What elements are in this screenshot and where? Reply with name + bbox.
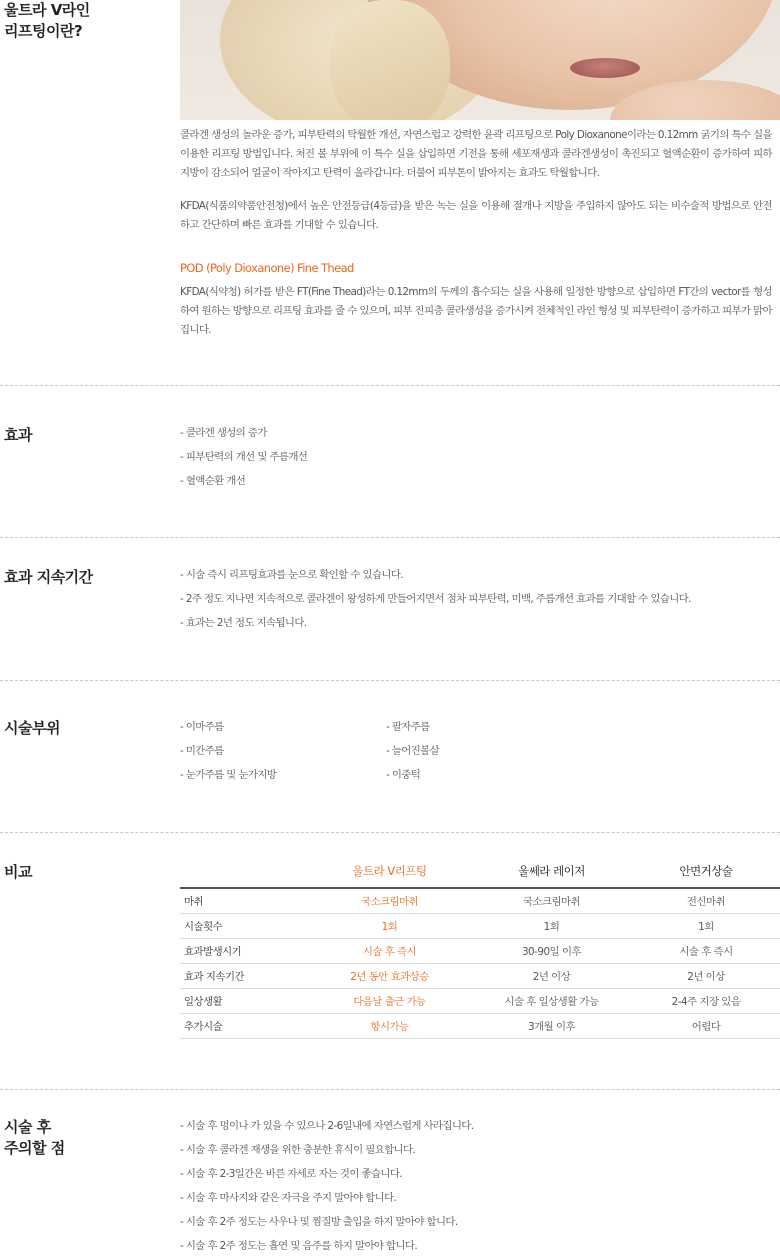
list-item: - 시술 후 멍이나 가 있을 수 있으나 2-6일내에 자연스럽게 사라집니다. — [180, 1120, 474, 1132]
section-divider — [0, 385, 780, 386]
comparison-table — [180, 860, 780, 1039]
table-cell: 국소크림마취 — [471, 888, 632, 913]
table-cell: 어렵다 — [632, 1013, 780, 1038]
list-item: - 효과는 2년 정도 지속됩니다. — [180, 617, 307, 629]
list-item: - 이중턱 — [386, 769, 421, 781]
hero-image — [180, 0, 780, 120]
table-cell: 2년 이상 — [632, 963, 780, 988]
list-item: - 콜라겐 생성의 증가 — [180, 427, 267, 439]
section-divider — [0, 537, 780, 538]
table-cell: 시술 후 즉시 — [632, 938, 780, 963]
list-item: - 늘어진볼살 — [386, 745, 440, 757]
caution-title-line2: 주의할 점 — [4, 1139, 65, 1157]
table-row — [180, 1013, 780, 1038]
intro-paragraph-1: 콜라겐 생성의 놀라운 증가, 피부탄력의 탁월한 개선, 자연스럽고 강력한 윤곽 리프팅으로 Poly Dioxanone이라는 0.12mm 굵기의 특수 실을 이용한 리프팅 방법입니다. 처진 볼 부위에 이 특수 실을 삽입하면 기전을 통해 세포재생과 콜라겐생성이 촉진되고 혈액순환이 증가하여 피하지방이 감소되어 얼굴이 작아지고 탄력이 올라갑니다. 더불어 피부톤이 밝아지는 효과도 탁월합니다. — [180, 129, 772, 179]
table-row-label: 효과발생시기 — [180, 938, 308, 963]
intro-paragraph-2: KFDA(식품의약품안전청)에서 높은 안전등급(4등급)을 받은 녹는 실을 이용해 절개나 지방을 주입하지 않아도 되는 비수술적 방법으로 안전하고 간단하며 빠른 효과를 기대할 수 있습니다. — [180, 200, 772, 231]
table-row-label: 마취 — [180, 888, 308, 913]
table-row — [180, 938, 780, 963]
table-cell: 2-4주 지장 있음 — [632, 988, 780, 1013]
table-row — [180, 888, 780, 913]
list-item: - 팔자주름 — [386, 721, 430, 733]
table-row — [180, 913, 780, 938]
areas-list-col1 — [180, 715, 276, 787]
duration-title: 효과 지속기간 — [4, 568, 93, 586]
table-row-label: 일상생활 — [180, 988, 308, 1013]
list-item: - 시술 후 콜라겐 재생을 위한 충분한 휴식이 필요합니다. — [180, 1144, 416, 1156]
table-cell: 시술 후 일상생활 가능 — [471, 988, 632, 1013]
table-cell: 2년 이상 — [471, 963, 632, 988]
list-item: - 눈가주름 및 눈가지방 — [180, 769, 277, 781]
table-cell: 1회 — [471, 913, 632, 938]
table-header-cell — [180, 860, 308, 888]
intro-title-line2: 리프팅이란? — [4, 22, 83, 40]
table-row — [180, 963, 780, 988]
table-cell: 다음날 출근 가능 — [308, 988, 471, 1013]
list-item: - 시술 즉시 리프팅효과를 눈으로 확인할 수 있습니다. — [180, 569, 403, 581]
caution-title-line1: 시술 후 — [4, 1118, 51, 1136]
table-row — [180, 988, 780, 1013]
list-item: - 미간주름 — [180, 745, 224, 757]
effects-title: 효과 — [4, 426, 32, 444]
compare-title: 비교 — [4, 863, 32, 881]
caution-title — [4, 1117, 65, 1159]
section-divider — [0, 680, 780, 681]
table-cell: 3개월 이후 — [471, 1013, 632, 1038]
table-header-cell: 안면거상술 — [679, 863, 733, 878]
table-cell: 2년 동안 효과상승 — [308, 963, 471, 988]
table-row-label: 시술횟수 — [180, 913, 308, 938]
list-item: - 피부탄력의 개선 및 주름개선 — [180, 451, 308, 463]
section-divider — [0, 832, 780, 833]
table-cell: 전신마취 — [632, 888, 780, 913]
table-cell: 국소크림마취 — [308, 888, 471, 913]
table-row-label: 효과 지속기간 — [180, 963, 308, 988]
list-item: - 시술 후 2주 정도는 흡연 및 음주를 하지 말아야 합니다. — [180, 1240, 418, 1252]
table-header-cell: 울트라 V리프팅 — [352, 863, 427, 878]
list-item: - 혈액순환 개선 — [180, 475, 246, 487]
intro-paragraph-3: KFDA(식약청) 허가를 받은 FT(Fine Thead)라는 0.12mm의 두께의 흡수되는 실을 사용해 일정한 방향으로 삽입하면 FT간의 vector를 형성하여 원하는 방향으로 리프팅 효과를 줄 수 있으며, 피부 진피층 콜라생성을 증가시켜 전체적인 라인 형성 및 피부탄력이 증가하고 피부가 맑아집니다. — [180, 286, 772, 336]
effects-list — [180, 421, 307, 493]
areas-title: 시술부위 — [4, 719, 60, 737]
table-cell: 1회 — [308, 913, 471, 938]
table-header-row — [180, 860, 780, 888]
list-item: - 시술 후 2-3일간은 바른 자세로 자는 것이 좋습니다. — [180, 1168, 402, 1180]
table-cell: 항시가능 — [308, 1013, 471, 1038]
duration-list — [180, 563, 691, 635]
list-item: - 시술 후 2주 정도는 사우나 및 찜질방 출입을 하지 말아야 합니다. — [180, 1216, 458, 1228]
intro-title-line1: 울트라 V라인 — [4, 1, 90, 19]
caution-list — [180, 1114, 473, 1258]
table-cell: 30-90일 이후 — [471, 938, 632, 963]
areas-list-col2 — [386, 715, 439, 787]
table-row-label: 추가시술 — [180, 1013, 308, 1038]
list-item: - 이마주름 — [180, 721, 224, 733]
list-item: - 2주 정도 지나면 지속적으로 콜라겐이 왕성하게 만들어지면서 점차 피부탄력, 미백, 주름개선 효과를 기대할 수 있습니다. — [180, 593, 691, 605]
table-cell: 1회 — [632, 913, 780, 938]
section-divider — [0, 1089, 780, 1090]
table-cell: 시술 후 즉시 — [308, 938, 471, 963]
list-item: - 시술 후 마사지와 같은 자극을 주지 말아야 합니다. — [180, 1192, 397, 1204]
intro-title — [4, 0, 90, 42]
table-header-cell: 울쎄라 레이저 — [518, 863, 585, 878]
intro-subheading: POD (Poly Dioxanone) Fine Thead — [180, 261, 354, 275]
